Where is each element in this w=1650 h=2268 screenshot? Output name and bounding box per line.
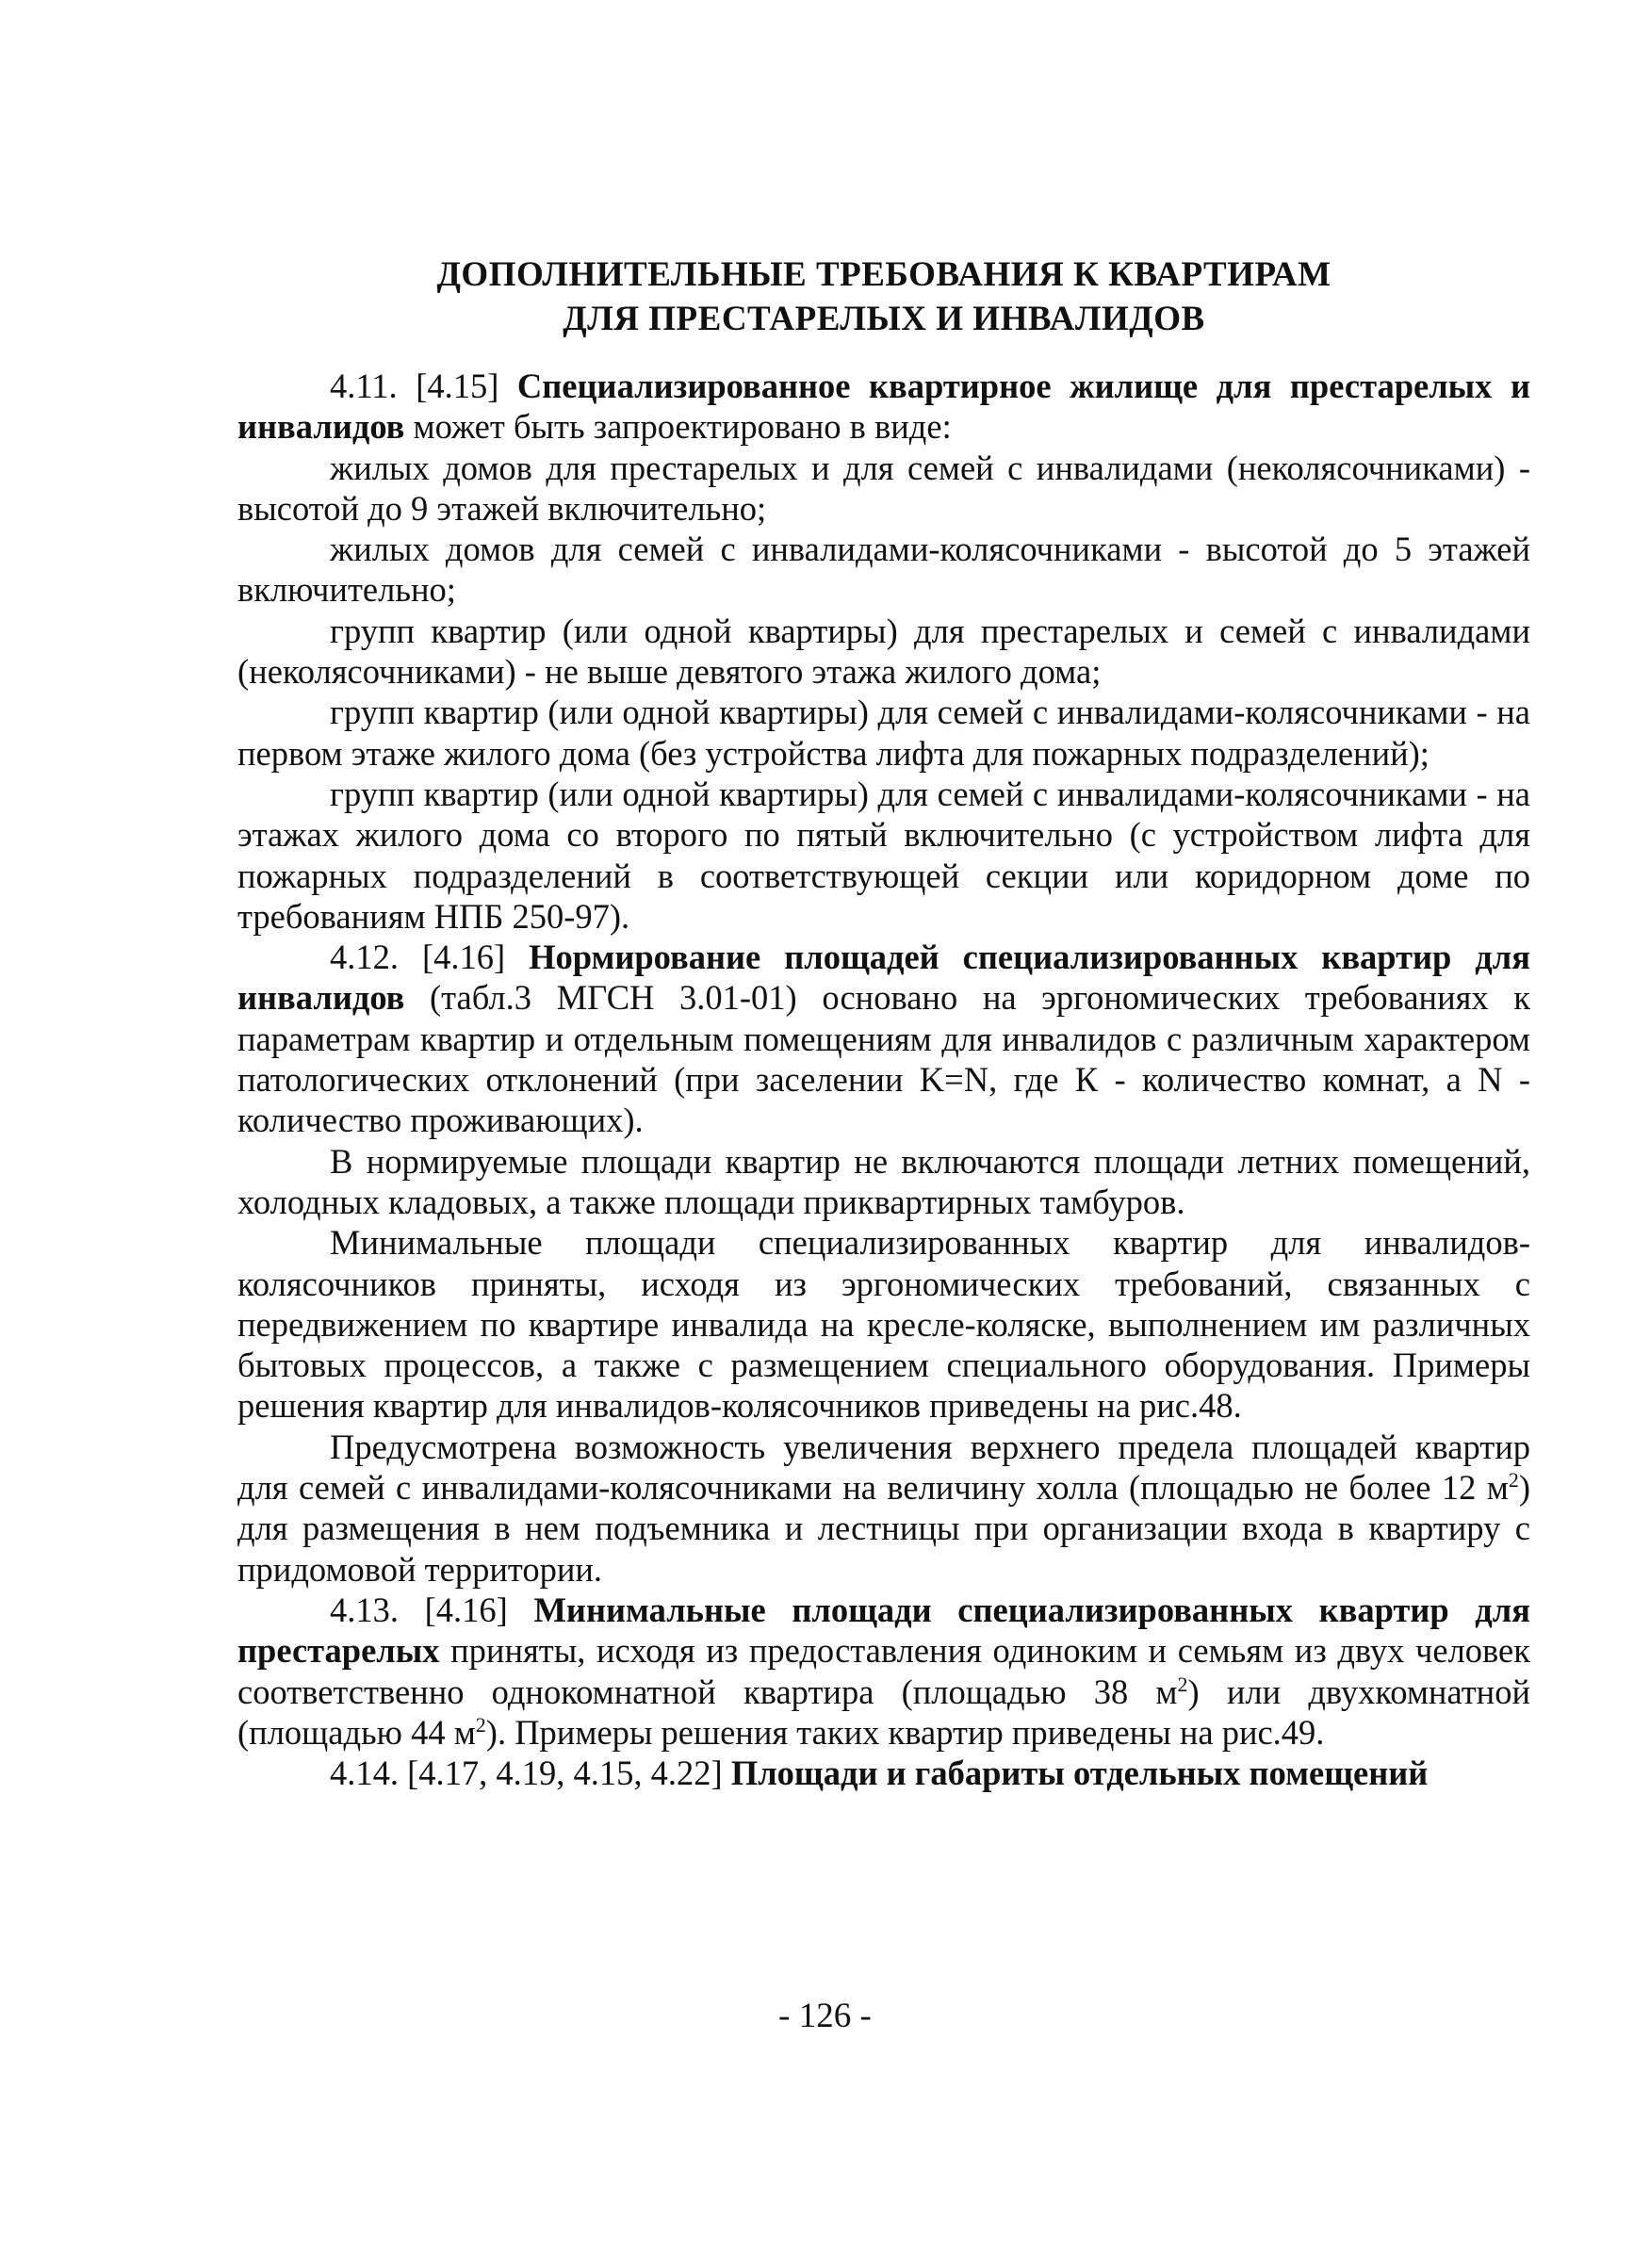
clause-text: ) или двухкомнатной (площадью 44 м [237,1672,1530,1752]
clause-number: 4.12. [4.16] [330,938,530,977]
clause-number: 4.13. [4.16] [330,1590,534,1629]
paragraph-4-13 [237,1590,1530,1753]
paragraph-text: ) для размещения в нем подъемника и лестницы при организации входа в квартиру с придомовой территории. [237,1468,1530,1589]
clause-heading: Нормирование площадей специализированных квартир для инвалидов [237,938,1530,1018]
paragraph-excluded-areas: В нормируемые площади квартир не включаются площади летних помещений, холодных кладовых, а также площади приквартирных тамбуров. [237,1141,1530,1221]
clause-number: 4.11. [4.15] [330,367,517,405]
list-item: групп квартир (или одной квартиры) для престарелых и семей с инвалидами (неколясочниками) - не выше девятого этажа жилого дома; [237,611,1530,692]
section-title-line-2: ДЛЯ ПРЕСТАРЕЛЫХ И ИНВАЛИДОВ [563,300,1205,338]
clause-text: ). Примеры решения таких квартир приведены на рис.49. [485,1712,1325,1752]
paragraph-4-11 [237,366,1530,448]
section-title [237,253,1530,341]
list-item: жилых домов для семей с инвалидами-колясочниками - высотой до 5 этажей включительно; [237,530,1530,610]
list-item: групп квартир (или одной квартиры) для семей с инвалидами-колясочниками - на этажах жилого дома со второго по пятый включительно (с устройством лифта для пожарных подразделений в соответствующей секции или коридорном доме по требованиям НПБ 250-97). [237,774,1530,936]
superscript: 2 [475,1712,486,1737]
paragraph-text: Предусмотрена возможность увеличения верхнего предела площадей квартир для семей с инвалидами-колясочниками на величину холла (площадью не более 12 м [237,1427,1530,1508]
clause-text: может быть запроектировано в виде: [404,407,952,447]
superscript: 2 [1177,1672,1188,1696]
clause-text: (табл.3 МГСН 3.01-01) основано на эргономических требованиях к параметрам квартир и отдельным помещениям для инвалидов с различным характером патологических отклонений (при заселении K=N, где К - количество комнат, а N - количество проживающих). [237,978,1530,1140]
paragraph-4-12 [237,937,1530,1140]
clause-heading: Площади и габариты отдельных помещений [730,1754,1429,1793]
section-title-line-1: ДОПОЛНИТЕЛЬНЫЕ ТРЕБОВАНИЯ К КВАРТИРАМ [436,255,1331,294]
clause-text: приняты, исходя из предоставления одиноким и семьям из двух человек соответственно однокомнатной квартира (площадью 38 м [237,1631,1530,1711]
clause-heading: Минимальные площади специализированных квартир для престарелых [237,1590,1530,1671]
page-number: - 126 - [778,1997,872,2035]
list-item: групп квартир (или одной квартиры) для семей с инвалидами-колясочниками - на первом этаже жилого дома (без устройства лифта для пожарных подразделений); [237,693,1530,773]
paragraph-minimal-areas: Минимальные площади специализированных квартир для инвалидов-колясочников приняты, исходя из эргономических требований, связанных с передвижением по квартире инвалида на кресле-коляске, выполнением им различных бытовых процессов, а также с размещением специального оборудования. Примеры решения квартир для инвалидов-колясочников приведены на рис.48. [237,1223,1530,1426]
superscript: 2 [1508,1467,1519,1492]
paragraph-hall [237,1427,1530,1590]
list-item: жилых домов для престарелых и для семей с инвалидами (неколясочниками) - высотой до 9 этажей включительно; [237,448,1530,528]
clause-number: 4.14. [4.17, 4.19, 4.15, 4.22] [330,1754,731,1793]
paragraph-4-14 [237,1753,1530,1793]
document-page [237,253,1530,1793]
clause-heading: Специализированное квартирное жилище для престарелых и инвалидов [237,367,1530,447]
